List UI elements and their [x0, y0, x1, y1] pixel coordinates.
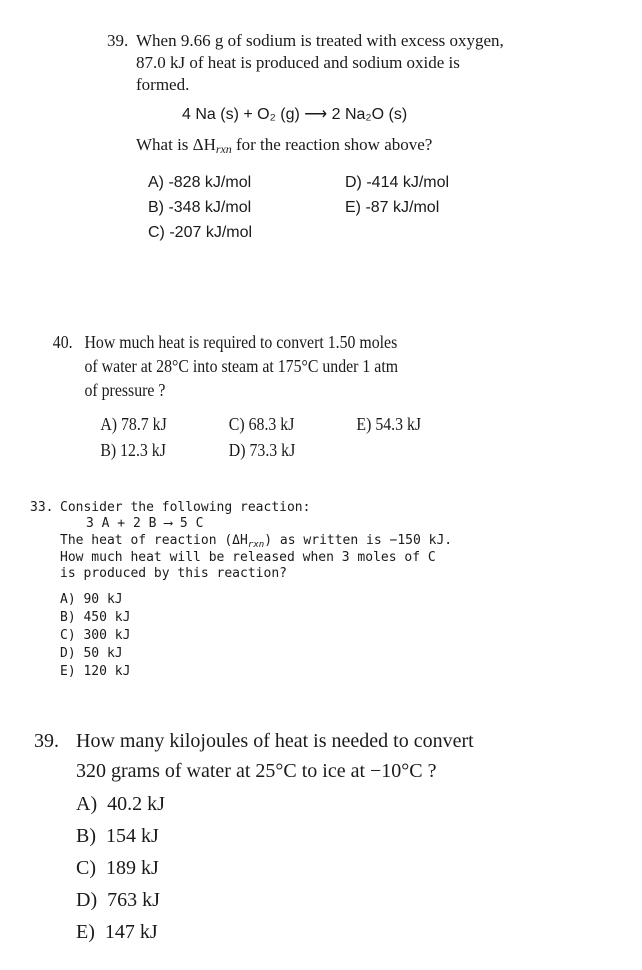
- answer-option-c[interactable]: C) 300 kJ: [60, 628, 131, 643]
- answer-option-e[interactable]: E) 120 kJ: [60, 664, 131, 679]
- question-number: 33.: [30, 500, 54, 515]
- question-number: 40.: [52, 332, 73, 352]
- question-text-line: When 9.66 g of sodium is treated with excess oxygen,: [136, 31, 504, 50]
- question-text-line: 87.0 kJ of heat is produced and sodium oxide is: [136, 53, 460, 72]
- answer-option-c[interactable]: C) -207 kJ/mol: [148, 224, 253, 241]
- answer-option-a[interactable]: A) -828 kJ/mol: [148, 174, 252, 191]
- chemical-equation: 4 Na (s) + O₂ (g) ⟶ 2 Na₂O (s): [182, 106, 408, 123]
- question-number: 39.: [34, 730, 59, 752]
- answer-option-b[interactable]: B) -348 kJ/mol: [148, 199, 252, 216]
- question-text-line: 320 grams of water at 25°C to ice at −10°C ?: [76, 760, 437, 782]
- question-text-line: How much heat is required to convert 1.50 moles: [84, 332, 398, 352]
- answer-option-d[interactable]: D) 50 kJ: [60, 646, 123, 661]
- chemical-equation: 3 A + 2 B ⟶ 5 C: [86, 516, 204, 531]
- answer-option-d[interactable]: D) 73.3 kJ: [228, 440, 296, 460]
- question-number: 39.: [107, 31, 129, 50]
- answer-option-a[interactable]: A) 40.2 kJ: [76, 793, 165, 815]
- answer-option-b[interactable]: B) 450 kJ: [60, 610, 131, 625]
- answer-option-e[interactable]: E) 54.3 kJ: [356, 414, 422, 434]
- question-text-line: How many kilojoules of heat is needed to convert: [76, 730, 474, 752]
- answer-option-a[interactable]: A) 78.7 kJ: [100, 414, 167, 434]
- answer-option-b[interactable]: B) 154 kJ: [76, 825, 159, 847]
- question-text-line: of pressure ?: [84, 380, 166, 400]
- question-text-line: of water at 28°C into steam at 175°C under 1 atm: [84, 356, 399, 376]
- answer-option-b[interactable]: B) 12.3 kJ: [100, 440, 166, 460]
- question-prompt: What is $\Delta H_{rxn}$ for the reaction show above?: [136, 135, 433, 156]
- answer-option-c[interactable]: C) 68.3 kJ: [228, 414, 295, 434]
- question-text-line: formed.: [136, 75, 190, 94]
- answer-option-d[interactable]: D) 763 kJ: [76, 889, 160, 911]
- question-text-line: How much heat will be released when 3 moles of C: [60, 550, 436, 565]
- answer-option-a[interactable]: A) 90 kJ: [60, 592, 123, 607]
- question-text-line: is produced by this reaction?: [60, 566, 287, 581]
- answer-option-e[interactable]: E) 147 kJ: [76, 921, 158, 943]
- answer-option-c[interactable]: C) 189 kJ: [76, 857, 159, 879]
- question-text-line: Consider the following reaction:: [60, 500, 311, 515]
- answer-option-d[interactable]: D) -414 kJ/mol: [345, 174, 450, 191]
- question-text-line: The heat of reaction $(\Delta H_{rxn})$ as written is −150 kJ.: [60, 533, 453, 550]
- answer-option-e[interactable]: E) -87 kJ/mol: [345, 199, 440, 216]
